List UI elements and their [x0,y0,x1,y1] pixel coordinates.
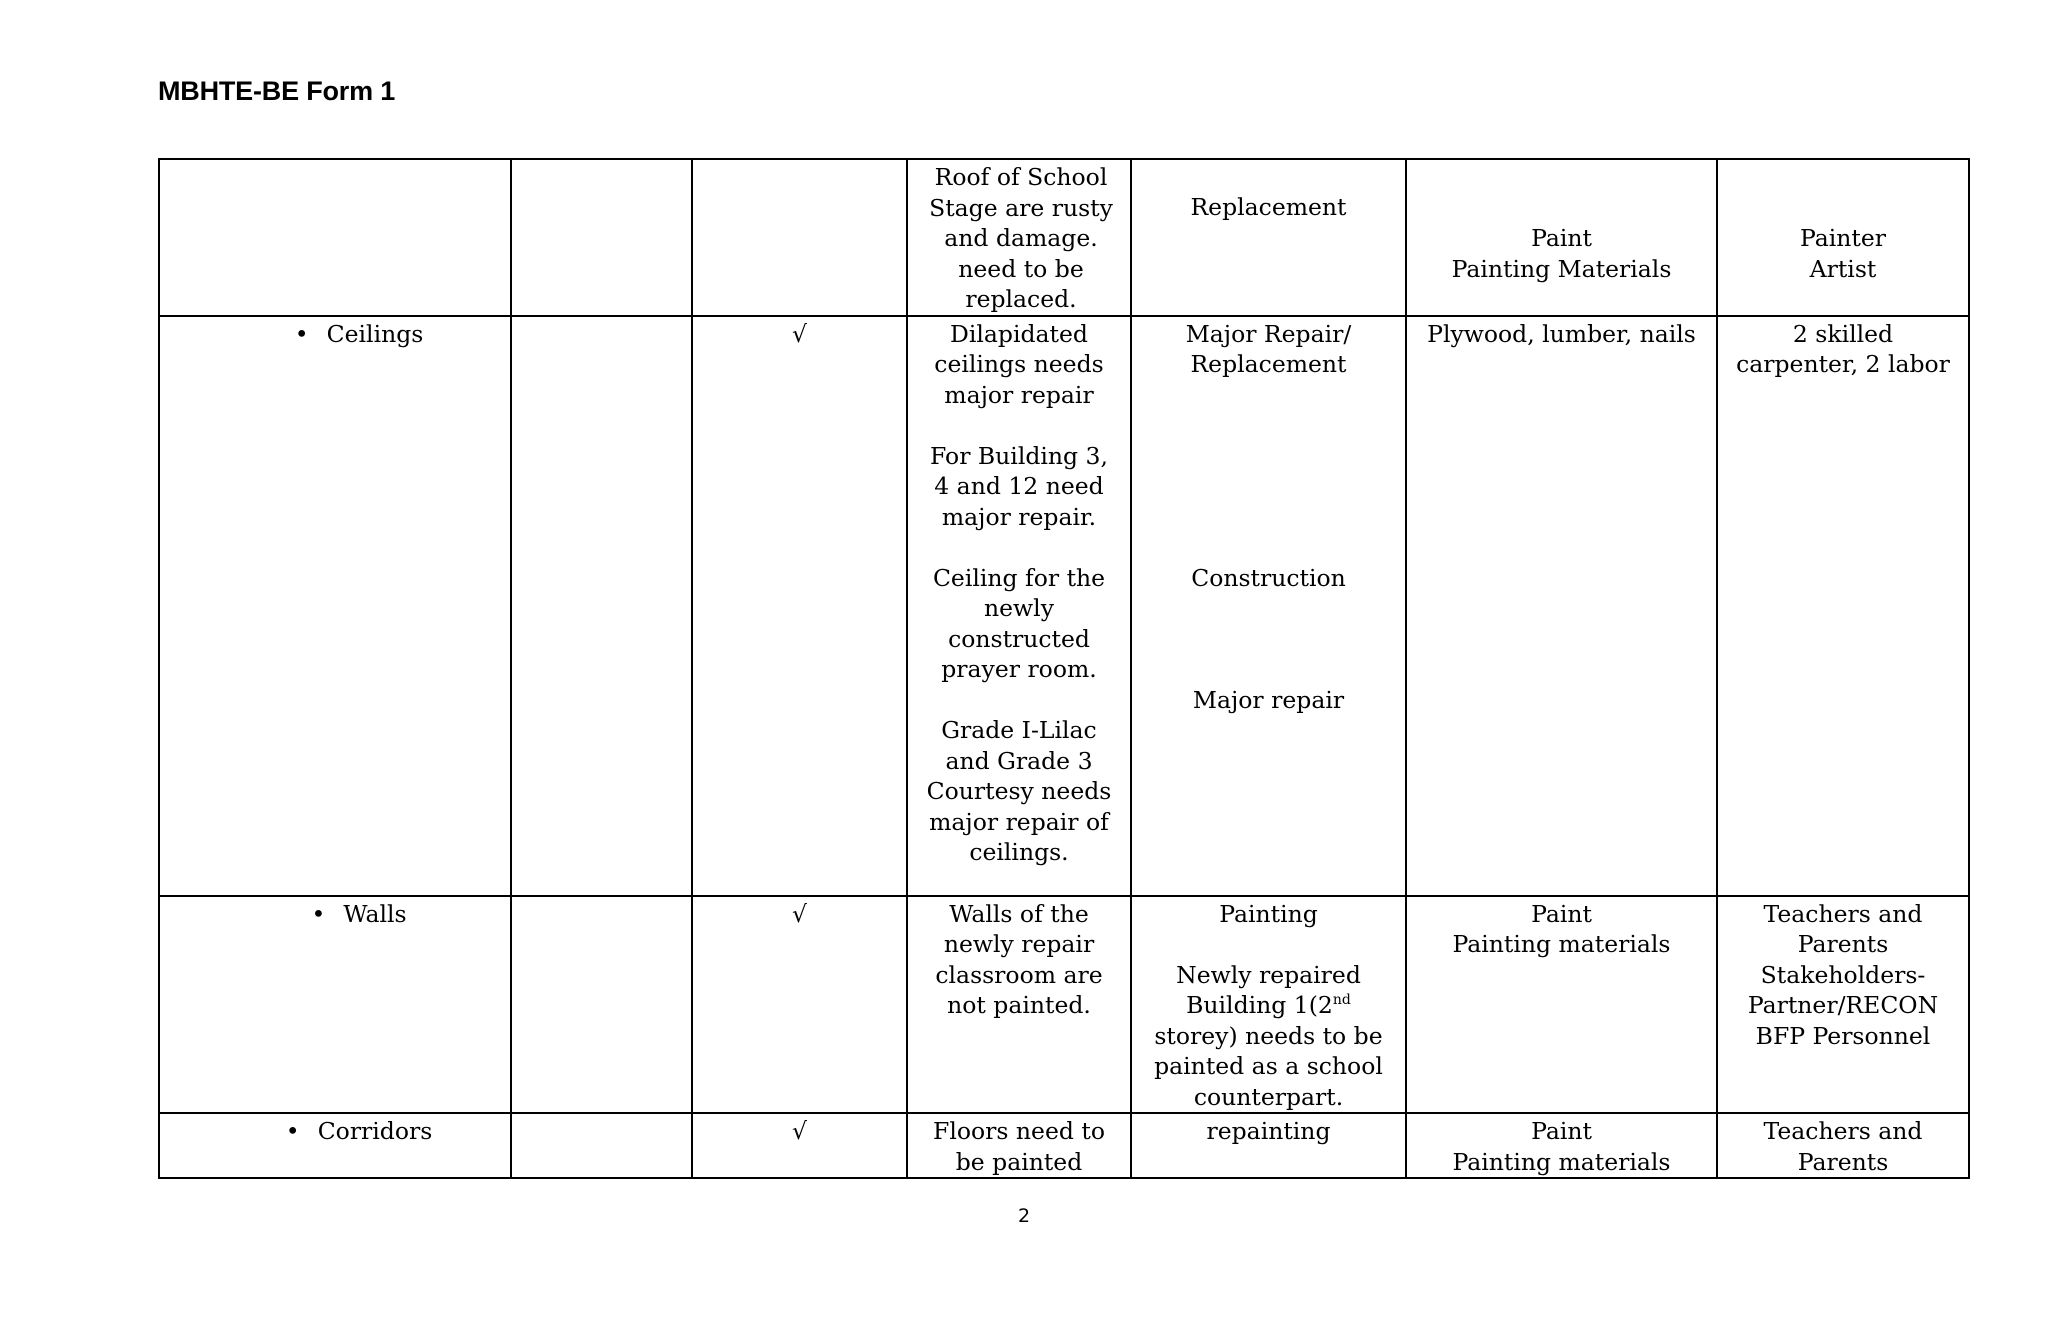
empty-cell [511,159,692,316]
finding-cell: Floors need to be painted [907,1113,1131,1178]
check-mark: √ [792,1117,807,1145]
empty-cell [511,896,692,1114]
bullet-icon: • [285,1117,300,1145]
check-mark: √ [792,319,807,348]
materials-cell: Paint Painting materials [1406,896,1717,1114]
item-label: Ceilings [326,319,424,348]
item-label: Walls [343,899,407,928]
materials-cell: Paint Painting Materials [1406,159,1717,316]
table-row [159,159,1969,316]
materials-cell: Paint Painting materials [1406,1113,1717,1178]
item-cell [159,316,511,896]
check-cell [692,159,907,316]
manpower-cell: Teachers and Parents Stakeholders- Partner/RECON BFP Personnel [1717,896,1969,1114]
manpower-cell: Painter Artist [1717,159,1969,316]
item-cell [159,159,511,316]
page-number: 2 [1018,1205,1031,1227]
materials-cell: Plywood, lumber, nails [1406,316,1717,896]
check-cell [692,1113,907,1178]
item-cell [159,1113,511,1178]
intervention-cell: repainting [1131,1113,1406,1178]
intervention-cell: Painting Newly repaired Building 1(2nd storey) needs to be painted as a school counterpart. [1131,896,1406,1114]
empty-cell [511,1113,692,1178]
intervention-cell: Major Repair/ Replacement Construction Major repair [1131,316,1406,896]
table-row [159,896,1969,1114]
finding-cell: Roof of School Stage are rusty and damage. need to be replaced. [907,159,1131,316]
assessment-table [158,158,1970,1179]
empty-cell [511,316,692,896]
manpower-cell: 2 skilled carpenter, 2 labor [1717,316,1969,896]
item-label: Corridors [317,1117,433,1145]
intervention-cell: Replacement [1131,159,1406,316]
item-cell [159,896,511,1114]
finding-cell: Walls of the newly repair classroom are not painted. [907,896,1131,1114]
form-title: MBHTE-BE Form 1 [158,76,396,106]
bullet-icon: • [294,319,309,348]
check-mark: √ [792,899,807,928]
bullet-icon: • [311,899,326,928]
check-cell [692,896,907,1114]
finding-cell: Dilapidated ceilings needs major repair For Building 3, 4 and 12 need major repair. Ceiling for the newly constructed prayer room. Grade I-Lilac and Grade 3 Courtesy needs major repair of ceilings. [907,316,1131,896]
table-row [159,1113,1969,1178]
manpower-cell: Teachers and Parents [1717,1113,1969,1178]
table-row [159,316,1969,896]
check-cell [692,316,907,896]
